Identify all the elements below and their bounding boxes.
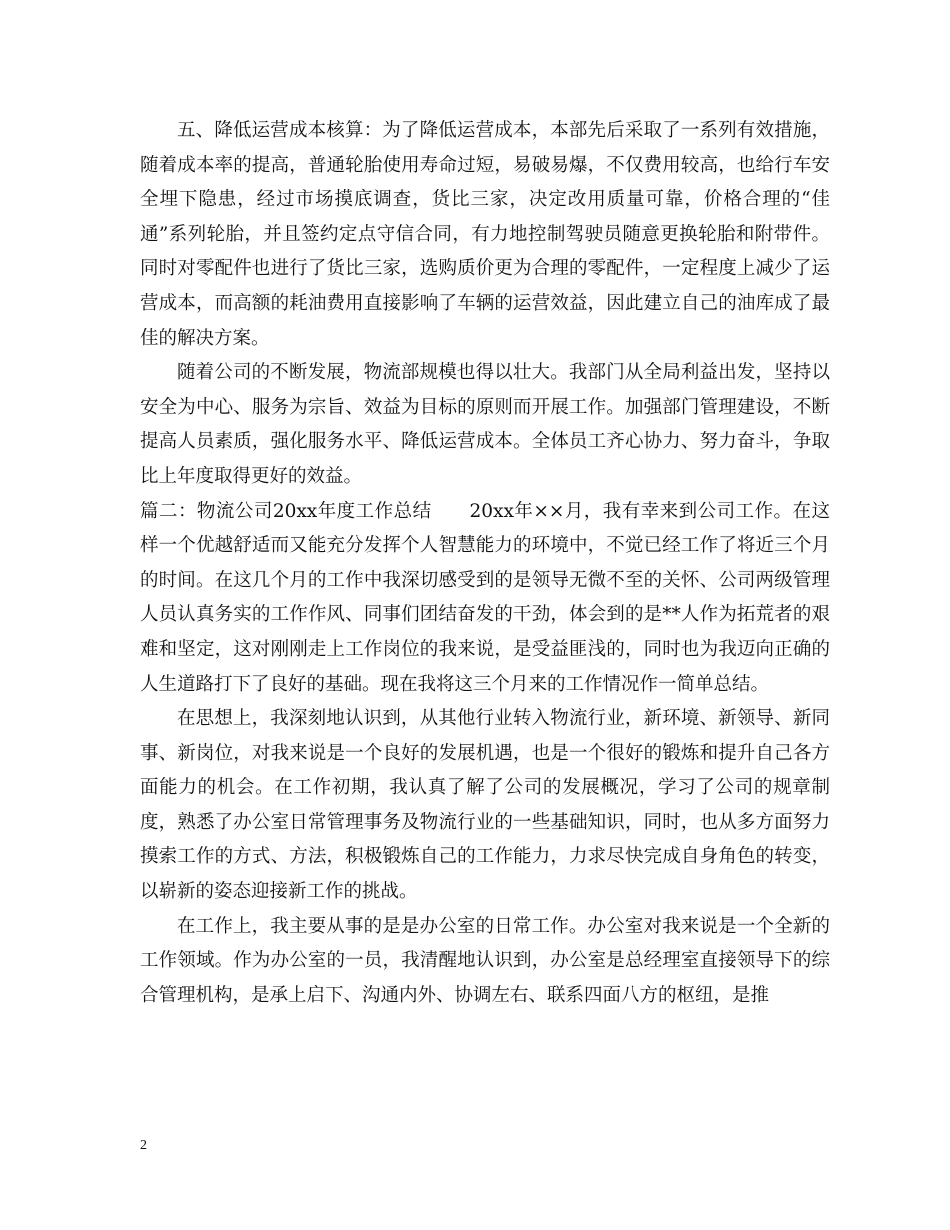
paragraph-cost-accounting: 五、降低运营成本核算：为了降低运营成本，本部先后采取了一系列有效措施，随着成本率的提高，普通轮胎使用寿命过短，易破易爆，不仅费用较高，也给行车安全埋下隐患，经过市场摸底调查，货比三家，决定改用质量可靠，价格合理的“佳通”系列轮胎，并且签约定点守信合同，有力地控制驾驶员随意更换轮胎和附带件。同时对零配件也进行了货比三家，选购质价更为合理的零配件，一定程度上减少了运营成本，而高额的耗油费用直接影响了车辆的运营效益，因此建立自己的油库成了最佳的解决方案。 [140, 120, 830, 349]
page-number: 2 [140, 1138, 147, 1153]
paragraph-work: 在工作上，我主要从事的是是办公室的日常工作。办公室对我来说是一个全新的工作领域。作为办公室的一员，我清醒地认识到，办公室是总经理室直接领导下的综合管理机构，是承上启下、沟通内外、协调左右、联系四面八方的枢纽，是推 [140, 915, 830, 1006]
paragraph-part-two-intro: 篇二：物流公司20xx年度工作总结 20xx年××月，我有幸来到公司工作。在这样一个优越舒适而又能充分发挥个人智慧能力的环境中，不觉已经工作了将近三个月的时间。在这几个月的工作中我深切感受到的是领导无微不至的关怀、公司两级管理人员认真务实的工作作风、同事们团结奋发的干劲，体会到的是**人作为拓荒者的艰难和坚定，这对刚刚走上工作岗位的我来说，是受益匪浅的，同时也为我迈向正确的人生道路打下了良好的基础。现在我将这三个月来的工作情况作一简单总结。 [140, 500, 830, 695]
document-body [140, 114, 830, 1013]
paragraph-company-development: 随着公司的不断发展，物流部规模也得以壮大。我部门从全局利益出发，坚持以安全为中心、服务为宗旨、效益为目标的原则而开展工作。加强部门管理建设，不断提高人员素质，强化服务水平、降低运营成本。全体员工齐心协力、努力奋斗，争取比上年度取得更好的效益。 [140, 362, 830, 487]
paragraph-thinking: 在思想上，我深刻地认识到，从其他行业转入物流行业，新环境、新领导、新同事、新岗位，对我来说是一个良好的发展机遇，也是一个很好的锻炼和提升自己各方面能力的机会。在工作初期，我认真了解了公司的发展概况，学习了公司的规章制度，熟悉了办公室日常管理事务及物流行业的一些基础知识，同时，也从多方面努力摸索工作的方式、方法，积极锻炼自己的工作能力，力求尽快完成自身角色的转变，以崭新的姿态迎接新工作的挑战。 [140, 708, 830, 903]
